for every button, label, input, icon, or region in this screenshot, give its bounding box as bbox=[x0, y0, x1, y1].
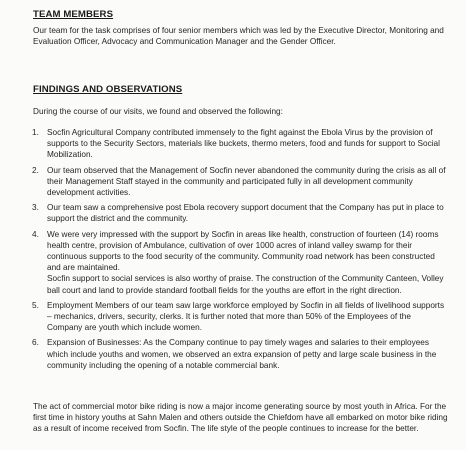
item-number: 5. bbox=[32, 300, 39, 310]
findings-item-5 bbox=[32, 300, 448, 334]
item-text: Socfin Agricultural Company contributed immensely to the fight against the Ebola Virus by the provision of supports to the Security Sectors, materials like buckets, thermo meters, food and funds for support to Social Mobilization. bbox=[47, 128, 440, 160]
item-extra-text: Socfin support to social services is also worthy of praise. The construction of the Community Canteen, Volley ball court and land to provide standard football fields for the youths are effort in the right direction. bbox=[47, 274, 444, 295]
item-text: Our team observed that the Management of Socfin never abandoned the community during the crisis as all of their Management Staff stayed in the community and participated fully in all development community development activities. bbox=[47, 165, 446, 198]
item-text: Employment Members of our team saw large workforce employed by Socfin in all fields of livelihood supports – mechanics, drivers, security, clerks. It is further noted that more than 50% of the Employees of the Company are youth which include women. bbox=[47, 300, 445, 333]
closing-paragraph: The act of commercial motor bike riding is now a major income generating source by most youth in Africa. For the first time in history youths at Sahn Malen and others outside the Chiefdom have all embarked on motor bike riding as a result of income received from Socfin. The life style of the people continues to increase for the better. bbox=[33, 402, 448, 434]
item-number: 4. bbox=[32, 229, 39, 239]
findings-item-1 bbox=[32, 127, 448, 161]
findings-intro: During the course of our visits, we found and observed the following: bbox=[33, 107, 283, 116]
item-number: 6. bbox=[32, 338, 39, 348]
findings-heading: FINDINGS AND OBSERVATIONS bbox=[33, 84, 183, 95]
item-number: 3. bbox=[32, 203, 39, 213]
findings-item-4 bbox=[32, 229, 448, 296]
item-text: Our team saw a comprehensive post Ebola recovery support document that the Company has put in place to support the district and the community. bbox=[47, 203, 444, 224]
item-number: 2. bbox=[32, 165, 39, 175]
item-text: We were very impressed with the support by Socfin in areas like health, construction of fourteen (14) rooms health centre, provision of Ambulance, cultivation of over 1000 acres of inland valley swamp for their continuous supports to the food security of the community. Community road network has been constructed and are maintained. bbox=[47, 229, 439, 273]
findings-item-3 bbox=[32, 202, 448, 224]
team-members-paragraph: Our team for the task comprises of four senior members which was led by the Executive Director, Monitoring and Evaluation Officer, Advocacy and Communication Manager and the Gender Officer. bbox=[33, 26, 444, 47]
findings-item-2 bbox=[32, 165, 448, 199]
team-members-heading: TEAM MEMBERS bbox=[33, 9, 114, 20]
item-number: 1. bbox=[32, 128, 39, 137]
findings-list bbox=[32, 127, 448, 375]
findings-item-6 bbox=[32, 337, 448, 371]
item-text: Expansion of Businesses: As the Company continue to pay timely wages and salaries to their employees which include youths and women, we observed an extra expansion of petty and large scale business in the community including the opening of a notable commercial bank. bbox=[47, 338, 437, 370]
